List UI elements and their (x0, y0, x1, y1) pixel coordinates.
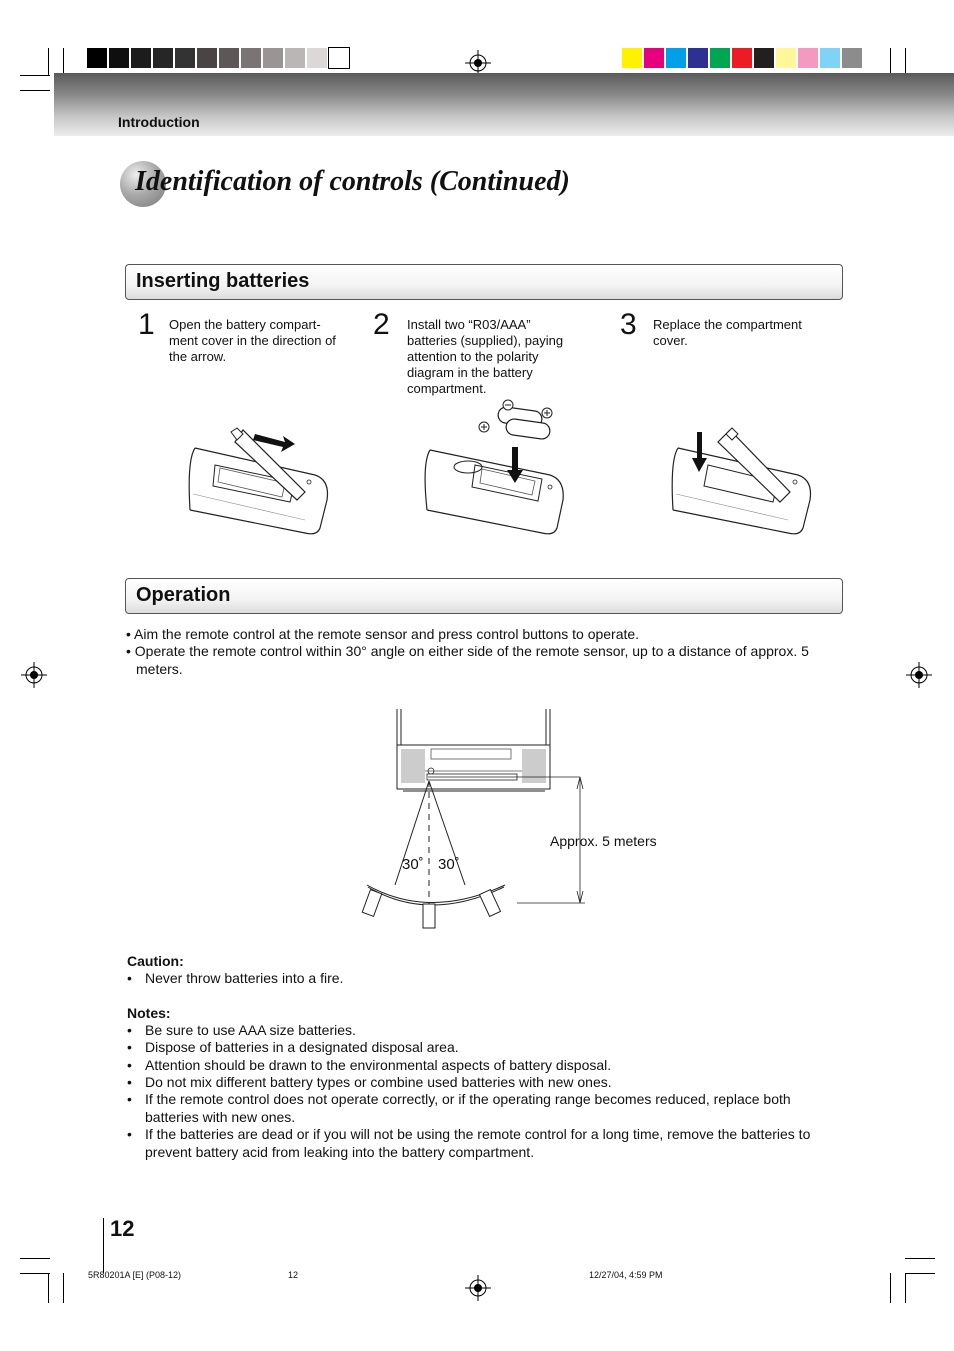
crop-mark (48, 1273, 49, 1303)
note-text: Dispose of batteries in a designated disposal area. (145, 1039, 459, 1055)
remote-insert-batteries-illustration (420, 395, 570, 540)
bullet-icon: • (127, 1039, 132, 1055)
operation-bullet: • Operate the remote control within 30° angle on either side of the remote sensor, up to a distance of approx. 5 (126, 643, 809, 659)
calibration-swatch (285, 48, 305, 68)
distance-label: Approx. 5 meters (550, 833, 657, 849)
remote-open-cover-illustration (185, 420, 335, 540)
calibration-swatch (263, 48, 283, 68)
remote-replace-cover-illustration (668, 420, 818, 540)
calibration-swatch (732, 48, 752, 68)
note-text: Do not mix different battery types or combine used batteries with new ones. (145, 1074, 612, 1090)
crop-mark (63, 1273, 64, 1303)
calibration-swatch (754, 48, 774, 68)
bullet-icon: • (127, 970, 132, 986)
calibration-swatch (710, 48, 730, 68)
crop-mark (20, 1273, 50, 1274)
angle-label-left: 30˚ (402, 856, 424, 873)
calibration-swatch (842, 48, 862, 68)
step-text: Replace the compartment cover. (653, 317, 802, 348)
registration-mark-icon (906, 662, 932, 688)
crop-mark (63, 48, 64, 76)
step-number: 3 (620, 308, 637, 341)
step-number: 1 (138, 308, 155, 341)
calibration-swatch (666, 48, 686, 68)
notes-heading: Notes: (127, 1005, 171, 1021)
operation-bullet: • Aim the remote control at the remote sensor and press control buttons to operate. (126, 626, 640, 642)
crop-mark (890, 1273, 891, 1303)
bullet-icon: • (127, 1074, 132, 1090)
crop-mark (20, 75, 50, 76)
calibration-swatch (87, 48, 107, 68)
calibration-swatch (219, 48, 239, 68)
calibration-swatch (820, 48, 840, 68)
crop-mark (890, 48, 891, 76)
calibration-swatch (175, 48, 195, 68)
calibration-swatch (644, 48, 664, 68)
crop-mark (905, 1273, 906, 1303)
operation-heading: Operation (136, 584, 231, 606)
step-text: Install two “R03/AAA” batteries (supplied), paying attention to the polarity diagram in the battery compartment. (407, 317, 564, 396)
calibration-swatch (241, 48, 261, 68)
calibration-swatch (329, 48, 349, 68)
step-number: 2 (373, 308, 390, 341)
section-label: Introduction (118, 114, 200, 130)
registration-mark-icon (465, 1275, 491, 1301)
bullet-icon: • (127, 1057, 132, 1073)
note-text: Be sure to use AAA size batteries. (145, 1022, 356, 1038)
crop-mark (20, 1258, 50, 1259)
footer-date: 12/27/04, 4:59 PM (589, 1270, 663, 1280)
registration-mark-icon (21, 662, 47, 688)
page-number: 12 (110, 1216, 135, 1241)
inserting-batteries-heading: Inserting batteries (136, 270, 310, 292)
calibration-swatch (688, 48, 708, 68)
calibration-swatch (109, 48, 129, 68)
note-text: If the remote control does not operate correctly, or if the operating range becomes reduced, replace both batteries with new ones. (145, 1091, 791, 1125)
page-title: Identification of controls (Continued) (135, 166, 570, 197)
crop-mark (905, 48, 906, 76)
crop-mark (20, 90, 50, 91)
operation-heading-box (125, 578, 843, 614)
operation-bullet-continued: meters. (136, 661, 183, 677)
note-text: Attention should be drawn to the environmental aspects of battery disposal. (145, 1057, 612, 1073)
note-text: If the batteries are dead or if you will not be using the remote control for a long time, remove the batteries to prevent battery acid from leaking into the battery compartment. (145, 1126, 811, 1160)
page-number-rule (103, 1218, 104, 1273)
footer-page: 12 (288, 1270, 299, 1280)
calibration-swatch (798, 48, 818, 68)
crop-mark (905, 1258, 935, 1259)
inserting-batteries-heading-box (125, 264, 843, 300)
footer-code: 5R80201A [E] (P08-12) (88, 1270, 182, 1280)
calibration-swatch (776, 48, 796, 68)
crop-mark (48, 48, 49, 76)
calibration-swatch (197, 48, 217, 68)
caution-text: Never throw batteries into a fire. (145, 970, 344, 986)
bullet-icon: • (127, 1091, 132, 1107)
caution-heading: Caution: (127, 953, 184, 969)
calibration-swatch (153, 48, 173, 68)
angle-label-right: 30˚ (438, 856, 460, 873)
calibration-swatch (622, 48, 642, 68)
calibration-swatch (307, 48, 327, 68)
crop-mark (905, 1273, 935, 1274)
bullet-icon: • (127, 1126, 132, 1142)
remote-range-diagram (355, 705, 600, 930)
step-text: Open the battery compart- ment cover in the direction of the arrow. (169, 317, 336, 364)
bullet-icon: • (127, 1022, 132, 1038)
calibration-swatch (131, 48, 151, 68)
